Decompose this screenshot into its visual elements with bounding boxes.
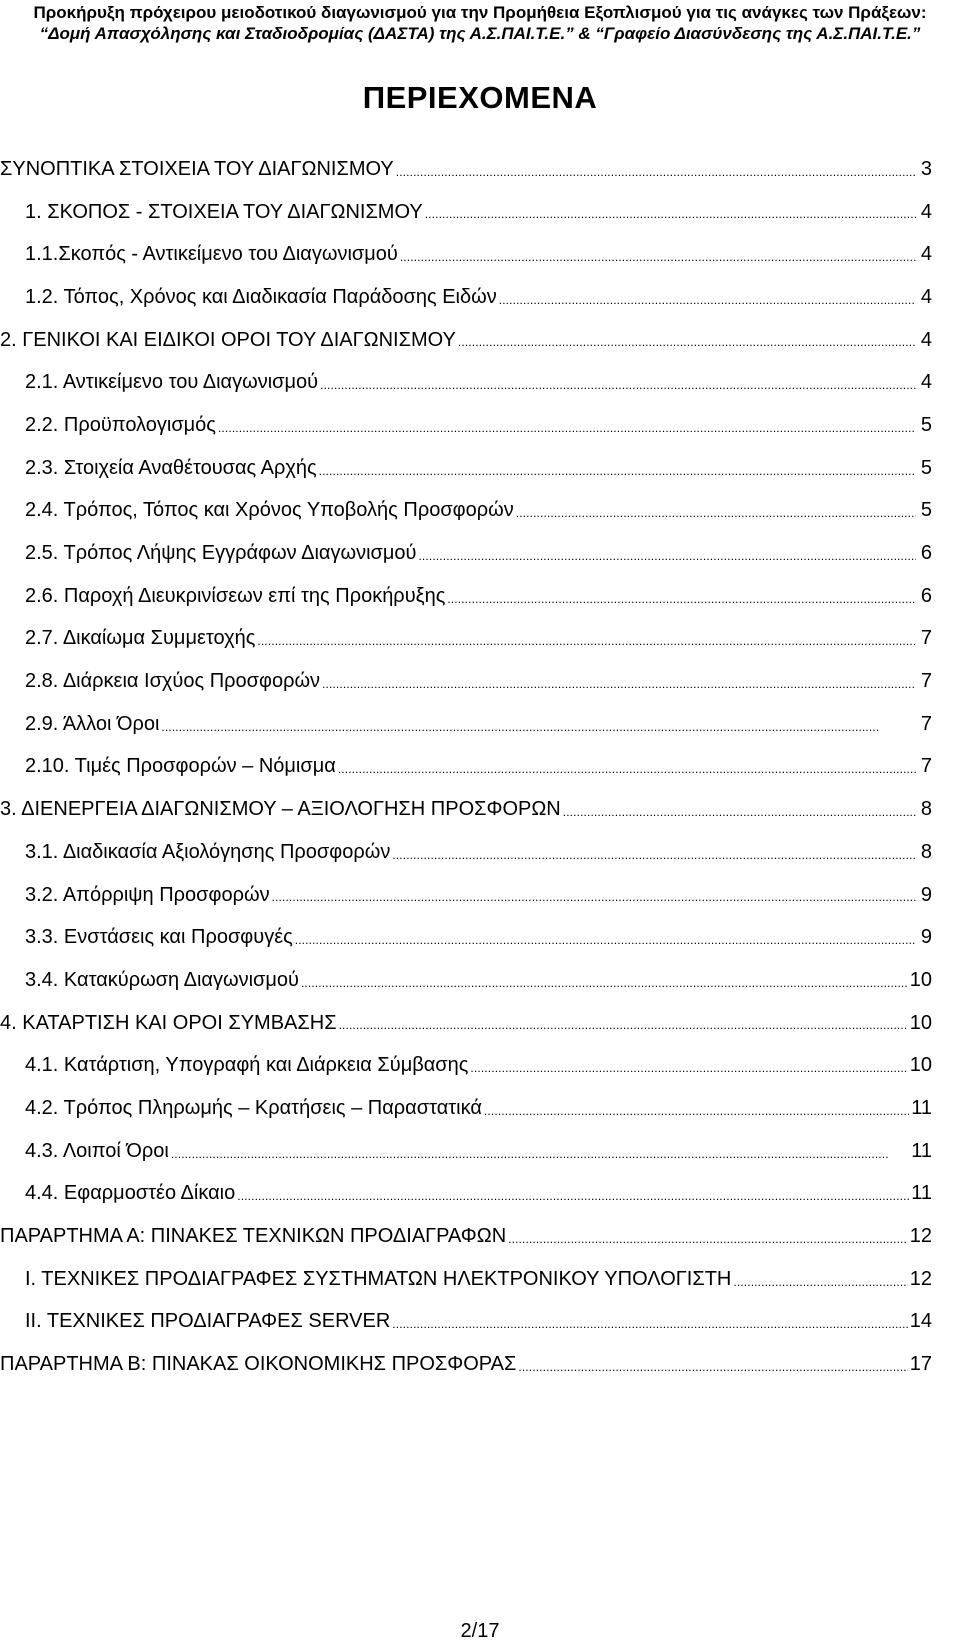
toc-entry[interactable] [0, 361, 932, 404]
toc-entry[interactable] [0, 233, 932, 276]
toc-dot-leader [161, 719, 916, 733]
toc-dot-leader [518, 1359, 907, 1373]
toc-dot-leader [257, 633, 916, 647]
toc-entry-page[interactable]: 4 [920, 371, 932, 394]
toc-dot-leader [499, 292, 916, 306]
toc-dot-leader [218, 420, 916, 434]
toc-entry-page[interactable]: 4 [920, 285, 932, 308]
toc-entry[interactable] [0, 191, 932, 234]
toc-dot-leader [171, 1146, 909, 1160]
header-line-1: Προκήρυξη πρόχειρου μειοδοτικού διαγωνισμού για την Προμήθεια Εξοπλισμού για τις ανάγκες των Πράξεων: [33, 3, 927, 22]
toc-dot-leader [425, 206, 916, 220]
toc-entry-text[interactable]: 3.2. Απόρριψη Προσφορών [25, 883, 270, 906]
toc-entry[interactable] [0, 874, 932, 917]
toc-entry-page[interactable]: 14 [909, 1310, 932, 1333]
toc-dot-leader [484, 1103, 909, 1117]
toc-entry-text[interactable]: ΙΙ. ΤΕΧΝΙΚΕΣ ΠΡΟΔΙΑΓΡΑΦΕΣ SERVER [25, 1310, 391, 1333]
toc-dot-leader [563, 804, 916, 818]
toc-dot-leader [516, 505, 916, 519]
toc-entry[interactable] [0, 1215, 932, 1258]
toc-entry-text[interactable]: 2.8. Διάρκεια Ισχύος Προσφορών [25, 670, 321, 693]
toc-entry[interactable] [0, 959, 932, 1002]
toc-entry[interactable] [0, 703, 932, 746]
toc-dot-leader [508, 1231, 908, 1245]
toc-dot-leader [272, 889, 916, 903]
toc-entry-page[interactable]: 6 [920, 542, 932, 565]
toc-entry-page[interactable]: 17 [909, 1353, 932, 1376]
toc-dot-leader [733, 1274, 907, 1288]
toc-entry-text[interactable]: 2. ΓΕΝΙΚΟΙ ΚΑΙ ΕΙΔΙΚΟΙ ΟΡΟΙ ΤΟΥ ΔΙΑΓΩΝΙΣΜΟΥ [0, 328, 456, 351]
toc-entry-page[interactable]: 12 [909, 1225, 932, 1248]
toc-entry-page[interactable]: 8 [920, 840, 932, 863]
toc-dot-leader [301, 975, 908, 989]
toc-dot-leader [392, 847, 916, 861]
toc-entry-page[interactable]: 4 [920, 200, 932, 223]
toc-entry-page[interactable]: 9 [920, 883, 932, 906]
toc-entry-text[interactable]: 2.9. Άλλοι Όροι [25, 712, 160, 735]
toc-entry-page[interactable]: 6 [920, 584, 932, 607]
toc-entry-text[interactable]: 1. ΣΚΟΠΟΣ - ΣΤΟΙΧΕΙΑ ΤΟΥ ΔΙΑΓΩΝΙΣΜΟΥ [25, 200, 423, 223]
toc-entry-page[interactable]: 11 [911, 1096, 932, 1119]
toc-entry-text[interactable]: ΠΑΡΑΡΤΗΜΑ Β: ΠΙΝΑΚΑΣ ΟΙΚΟΝΟΜΙΚΗΣ ΠΡΟΣΦΟΡΑΣ [0, 1353, 517, 1376]
header-line-2: “Δομή Απασχόλησης και Σταδιοδρομίας (ΔΑΣΤΑ) της Α.Σ.ΠΑΙ.Τ.Ε.” & “Γραφείο Διασύνδεσης της Α.Σ.ΠΑΙ.Τ.Ε.” [39, 24, 921, 43]
toc-entry[interactable] [0, 575, 932, 618]
toc-entry-page[interactable]: 10 [909, 1011, 932, 1034]
toc-entry[interactable] [0, 276, 932, 319]
toc-entry-text[interactable]: 2.6. Παροχή Διευκρινίσεων επί της Προκήρυξης [25, 584, 446, 607]
toc-entry[interactable] [0, 1343, 932, 1386]
toc-entry[interactable] [0, 831, 932, 874]
toc-dot-leader [392, 1316, 907, 1330]
toc-dot-leader [447, 591, 916, 605]
toc-entry-page[interactable]: 5 [920, 456, 932, 479]
toc-entry-page[interactable]: 4 [920, 243, 932, 266]
toc-entry[interactable] [0, 916, 932, 959]
toc-entry-page[interactable]: 5 [920, 499, 932, 522]
toc-dot-leader [400, 249, 916, 263]
table-of-contents [0, 148, 932, 1386]
toc-entry-text[interactable]: 3.3. Ενστάσεις και Προσφυγές [25, 926, 293, 949]
toc-entry-page[interactable]: 7 [920, 755, 932, 778]
toc-entry-text[interactable]: 1.1.Σκοπός - Αντικείμενο του Διαγωνισμού [25, 243, 398, 266]
toc-dot-leader [237, 1188, 909, 1202]
toc-entry-page[interactable]: 11 [911, 1139, 932, 1162]
toc-dot-leader [320, 377, 916, 391]
toc-entry[interactable] [0, 148, 932, 191]
toc-entry-page[interactable]: 3 [920, 157, 932, 180]
toc-entry-text[interactable]: 3.1. Διαδικασία Αξιολόγησης Προσφορών [25, 840, 391, 863]
toc-entry-text[interactable]: 2.10. Τιμές Προσφορών – Νόμισμα [25, 755, 336, 778]
toc-entry-page[interactable]: 12 [909, 1267, 932, 1290]
toc-dot-leader [319, 463, 916, 477]
toc-entry-text[interactable]: ΠΑΡΑΡΤΗΜΑ Α: ΠΙΝΑΚΕΣ ΤΕΧΝΙΚΩΝ ΠΡΟΔΙΑΓΡΑΦΩΝ [0, 1225, 507, 1248]
toc-entry-text[interactable]: 2.7. Δικαίωμα Συμμετοχής [25, 627, 256, 650]
toc-entry[interactable] [0, 490, 932, 533]
toc-dot-leader [470, 1060, 907, 1074]
toc-entry[interactable] [0, 1301, 932, 1344]
toc-dot-leader [458, 334, 916, 348]
toc-entry[interactable] [0, 746, 932, 789]
toc-entry-page[interactable]: 11 [911, 1182, 932, 1205]
toc-entry[interactable] [0, 1044, 932, 1087]
toc-entry[interactable] [0, 1130, 932, 1173]
toc-entry[interactable] [0, 618, 932, 661]
toc-entry-text[interactable]: 2.5. Τρόπος Λήψης Εγγράφων Διαγωνισμού [25, 542, 417, 565]
toc-entry-text[interactable]: 2.1. Αντικείμενο του Διαγωνισμού [25, 371, 319, 394]
toc-entry[interactable] [0, 660, 932, 703]
toc-entry-page[interactable]: 7 [920, 712, 932, 735]
toc-entry-page[interactable]: 7 [920, 670, 932, 693]
toc-entry[interactable] [0, 447, 932, 490]
toc-entry[interactable] [0, 1173, 932, 1216]
toc-entry[interactable] [0, 404, 932, 447]
toc-entry[interactable] [0, 1002, 932, 1045]
toc-entry-page[interactable]: 8 [920, 798, 932, 821]
toc-entry-text[interactable]: ΣΥΝΟΠΤΙΚΑ ΣΤΟΙΧΕΙΑ ΤΟΥ ΔΙΑΓΩΝΙΣΜΟΥ [0, 157, 394, 180]
toc-dot-leader [322, 676, 916, 690]
toc-entry-text[interactable]: 3.4. Κατακύρωση Διαγωνισμού [25, 968, 299, 991]
toc-dot-leader [295, 932, 916, 946]
toc-title [0, 80, 960, 116]
toc-entry-text[interactable]: 2.3. Στοιχεία Αναθέτουσας Αρχής [25, 456, 317, 479]
toc-entry[interactable] [0, 1258, 932, 1301]
toc-entry-page[interactable]: 5 [920, 413, 932, 436]
toc-entry-text[interactable]: 2.2. Προϋπολογισμός [25, 413, 216, 436]
toc-entry-page[interactable]: 10 [909, 968, 932, 991]
toc-entry-text[interactable]: 4. ΚΑΤΑΡΤΙΣΗ ΚΑΙ ΟΡΟΙ ΣΥΜΒΑΣΗΣ [0, 1011, 337, 1034]
toc-entry-text[interactable]: Ι. ΤΕΧΝΙΚΕΣ ΠΡΟΔΙΑΓΡΑΦΕΣ ΣΥΣΤΗΜΑΤΩΝ ΗΛΕΚΤΡΟΝΙΚΟΥ ΥΠΟΛΟΓΙΣΤΗ [25, 1267, 732, 1290]
toc-entry-text[interactable]: 4.4. Εφαρμοστέο Δίκαιο [25, 1182, 236, 1205]
toc-entry-page[interactable]: 9 [920, 926, 932, 949]
toc-dot-leader [418, 548, 916, 562]
toc-entry-text[interactable]: 4.2. Τρόπος Πληρωμής – Κρατήσεις – Παραστατικά [25, 1096, 482, 1119]
page-number: 2/17 [460, 1620, 500, 1642]
document-header [0, 2, 960, 44]
toc-entry-text[interactable]: 1.2. Τόπος, Χρόνος και Διαδικασία Παράδοσης Ειδών [25, 285, 497, 308]
toc-entry-page[interactable]: 4 [920, 328, 932, 351]
toc-entry-text[interactable]: 4.1. Κατάρτιση, Υπογραφή και Διάρκεια Σύμβασης [25, 1054, 469, 1077]
toc-title-text: ΠΕΡΙΕΧΟΜΕΝΑ [362, 80, 598, 115]
toc-dot-leader [396, 164, 916, 178]
toc-entry[interactable] [0, 532, 932, 575]
toc-entry-text[interactable]: 4.3. Λοιποί Όροι [25, 1139, 169, 1162]
toc-entry-text[interactable]: 2.4. Τρόπος, Τόπος και Χρόνος Υποβολής Προσφορών [25, 499, 514, 522]
toc-entry-page[interactable]: 10 [909, 1054, 932, 1077]
toc-entry[interactable] [0, 788, 932, 831]
toc-entry-page[interactable]: 7 [920, 627, 932, 650]
toc-dot-leader [338, 761, 916, 775]
toc-entry-text[interactable]: 3. ΔΙΕΝΕΡΓΕΙΑ ΔΙΑΓΩΝΙΣΜΟΥ – ΑΞΙΟΛΟΓΗΣΗ ΠΡΟΣΦΟΡΩΝ [0, 798, 561, 821]
toc-entry[interactable] [0, 319, 932, 362]
toc-entry[interactable] [0, 1087, 932, 1130]
toc-dot-leader [339, 1017, 908, 1031]
